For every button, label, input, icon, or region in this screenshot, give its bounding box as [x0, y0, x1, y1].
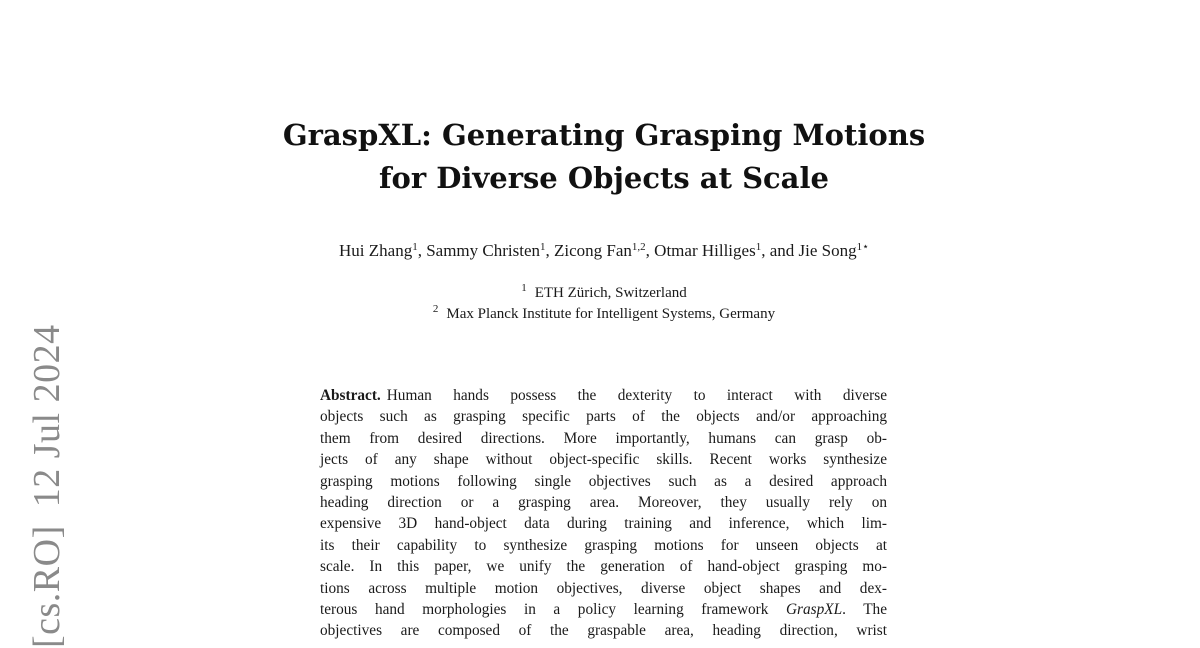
abstract-line: jects of any shape without object-specific skills. Recent works synthesize — [320, 451, 887, 469]
abstract-line: them from desired directions. More importantly, humans can grasp ob- — [320, 429, 887, 447]
abstract-line: Abstract. Human hands possess the dexterity to interact with diverse — [320, 387, 887, 404]
affiliation: $^2$ Max Planck Institute for Intelligent Systems, Germany — [432, 303, 776, 322]
author: Otmar Hilliges$^1$, and — [654, 241, 799, 260]
paper-title — [0, 114, 1200, 200]
author: Hui Zhang$^1$, — [339, 241, 427, 260]
author: Sammy Christen$^1$, — [426, 241, 555, 260]
abstract-line: its their capability to synthesize grasping motions for unseen objects at — [320, 536, 887, 554]
abstract-line: expensive 3D hand-object data during training and inference, which lim- — [320, 515, 887, 533]
abstract-line: terous hand morphologies in a policy learning framework GraspXL. The — [320, 600, 887, 618]
arxiv-date: 12 Jul 2024 — [26, 324, 68, 508]
abstract-line: grasping motions following single objectives such as a desired approach — [320, 472, 887, 490]
paper-title-line-1: GraspXL: Generating Grasping Motions — [282, 118, 926, 152]
affiliation-list — [0, 283, 1200, 325]
author-list — [0, 240, 1200, 262]
author: Jie Song$^{1⋆}$ — [798, 241, 869, 260]
author: Zicong Fan$^{1,2}$, — [554, 241, 655, 260]
paper-title-line-2: for Diverse Objects at Scale — [379, 161, 829, 195]
abstract-line: objects such as grasping specific parts of the objects and/or approaching — [320, 408, 887, 426]
abstract — [320, 385, 887, 642]
abstract-line: tions across multiple motion objectives, diverse object shapes and dex- — [320, 579, 887, 597]
arxiv-category: [cs.RO] — [26, 525, 68, 648]
arxiv-sidebar-stamp — [24, 324, 70, 648]
framework-name: GraspXL — [785, 600, 843, 618]
abstract-line: scale. In this paper, we unify the generation of hand-object grasping mo- — [320, 558, 887, 576]
abstract-line: objectives are composed of the graspable area, heading direction, wrist — [320, 622, 887, 640]
abstract-label: Abstract. — [320, 387, 381, 404]
abstract-line: heading direction or a grasping area. Moreover, they usually rely on — [320, 493, 887, 511]
affiliation: $^1$ ETH Zürich, Switzerland — [521, 282, 687, 301]
